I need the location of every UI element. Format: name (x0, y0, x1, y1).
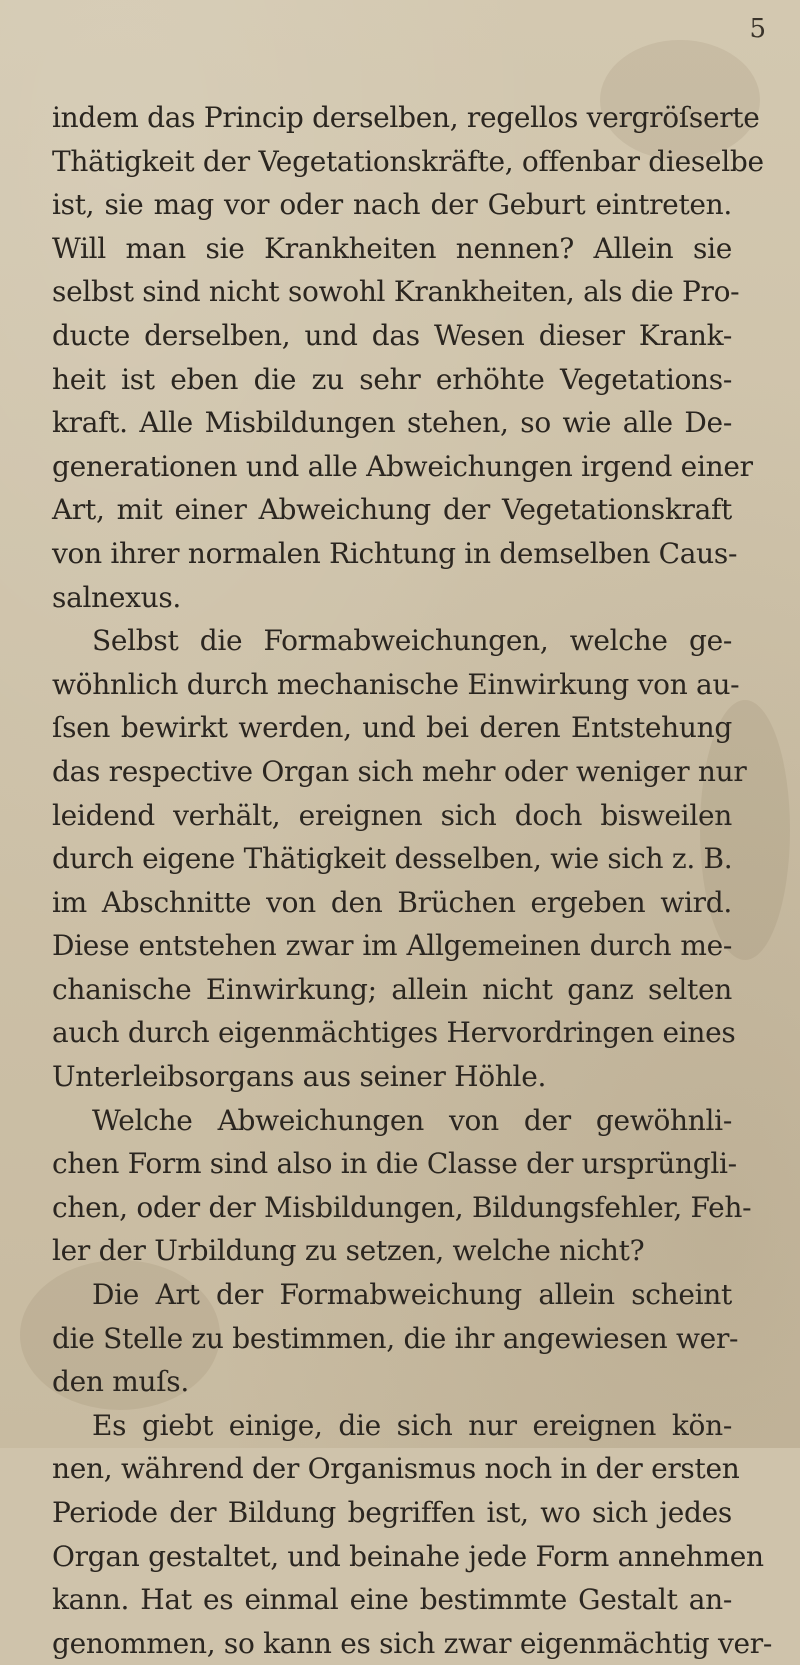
text-line: Welche Abweichungen von der gewöhnli- (92, 1103, 732, 1137)
text-line: genommen, so kann es sich zwar eigenmächtig ver- (52, 1626, 772, 1660)
text-line: kann. Hat es einmal eine bestimmte Gestalt an- (52, 1583, 732, 1617)
page-number: 5 (749, 14, 766, 44)
text-line: heit ist eben die zu sehr erhöhte Vegetations- (52, 362, 732, 396)
text-line: Die Art der Formabweichung allein scheint (92, 1278, 732, 1312)
text-line: Diese entstehen zwar im Allgemeinen durch me- (52, 929, 732, 963)
text-line: Selbst die Formabweichungen, welche ge- (92, 624, 732, 658)
text-line: Will man sie Krankheiten nennen? Allein sie (52, 231, 732, 265)
text-line: selbst sind nicht sowohl Krankheiten, als die Pro- (52, 275, 740, 309)
text-line: chen Form sind also in die Classe der ursprüngli- (52, 1147, 737, 1181)
text-line: durch eigene Thätigkeit desselben, wie sich z. B. (52, 842, 733, 876)
text-line: auch durch eigenmächtiges Hervordringen eines (52, 1016, 736, 1050)
text-line: ist, sie mag vor oder nach der Geburt eintreten. (52, 188, 732, 222)
text-line: die Stelle zu bestimmen, die ihr angewiesen wer- (52, 1321, 739, 1355)
text-line: wöhnlich durch mechanische Einwirkung von au- (52, 667, 740, 701)
text-line: Unterleibsorgans aus seiner Höhle. (52, 1060, 547, 1094)
text-line: Es giebt einige, die sich nur ereignen kön- (92, 1408, 732, 1442)
text-line: von ihrer normalen Richtung in demselben Caus- (52, 536, 738, 570)
text-line: ler der Urbildung zu setzen, welche nicht? (52, 1234, 645, 1268)
text-line: Periode der Bildung begriffen ist, wo sich jedes (52, 1496, 732, 1529)
text-line: ſsen bewirkt werden, und bei deren Entstehung (52, 711, 732, 745)
text-line: generationen und alle Abweichungen irgend einer (52, 449, 753, 483)
text-line: das respective Organ sich mehr oder weniger nur (52, 754, 747, 788)
text-line: Thätigkeit der Vegetationskräfte, offenbar dieselbe (52, 144, 764, 178)
text-line: indem das Princip derselben, regellos vergröſserte (52, 101, 760, 134)
text-line: im Abschnitte von den Brüchen ergeben wird. (52, 885, 732, 919)
text-line: leidend verhält, ereignen sich doch bisweilen (52, 798, 732, 832)
text-line: ducte derselben, und das Wesen dieser Krank- (52, 318, 732, 352)
text-line: nen, während der Organismus noch in der ersten (52, 1452, 740, 1486)
body-text (52, 96, 772, 1665)
text-line: den muſs. (52, 1365, 189, 1399)
text-line: kraft. Alle Misbildungen stehen, so wie alle De- (52, 406, 732, 440)
text-line: salnexus. (52, 580, 182, 614)
text-line: chanische Einwirkung; allein nicht ganz selten (52, 972, 732, 1006)
text-line: chen, oder der Misbildungen, Bildungsfehler, Feh- (52, 1190, 752, 1224)
text-line: Organ gestaltet, und beinahe jede Form annehmen (52, 1539, 764, 1573)
text-line: Art, mit einer Abweichung der Vegetationskraft (52, 493, 732, 527)
